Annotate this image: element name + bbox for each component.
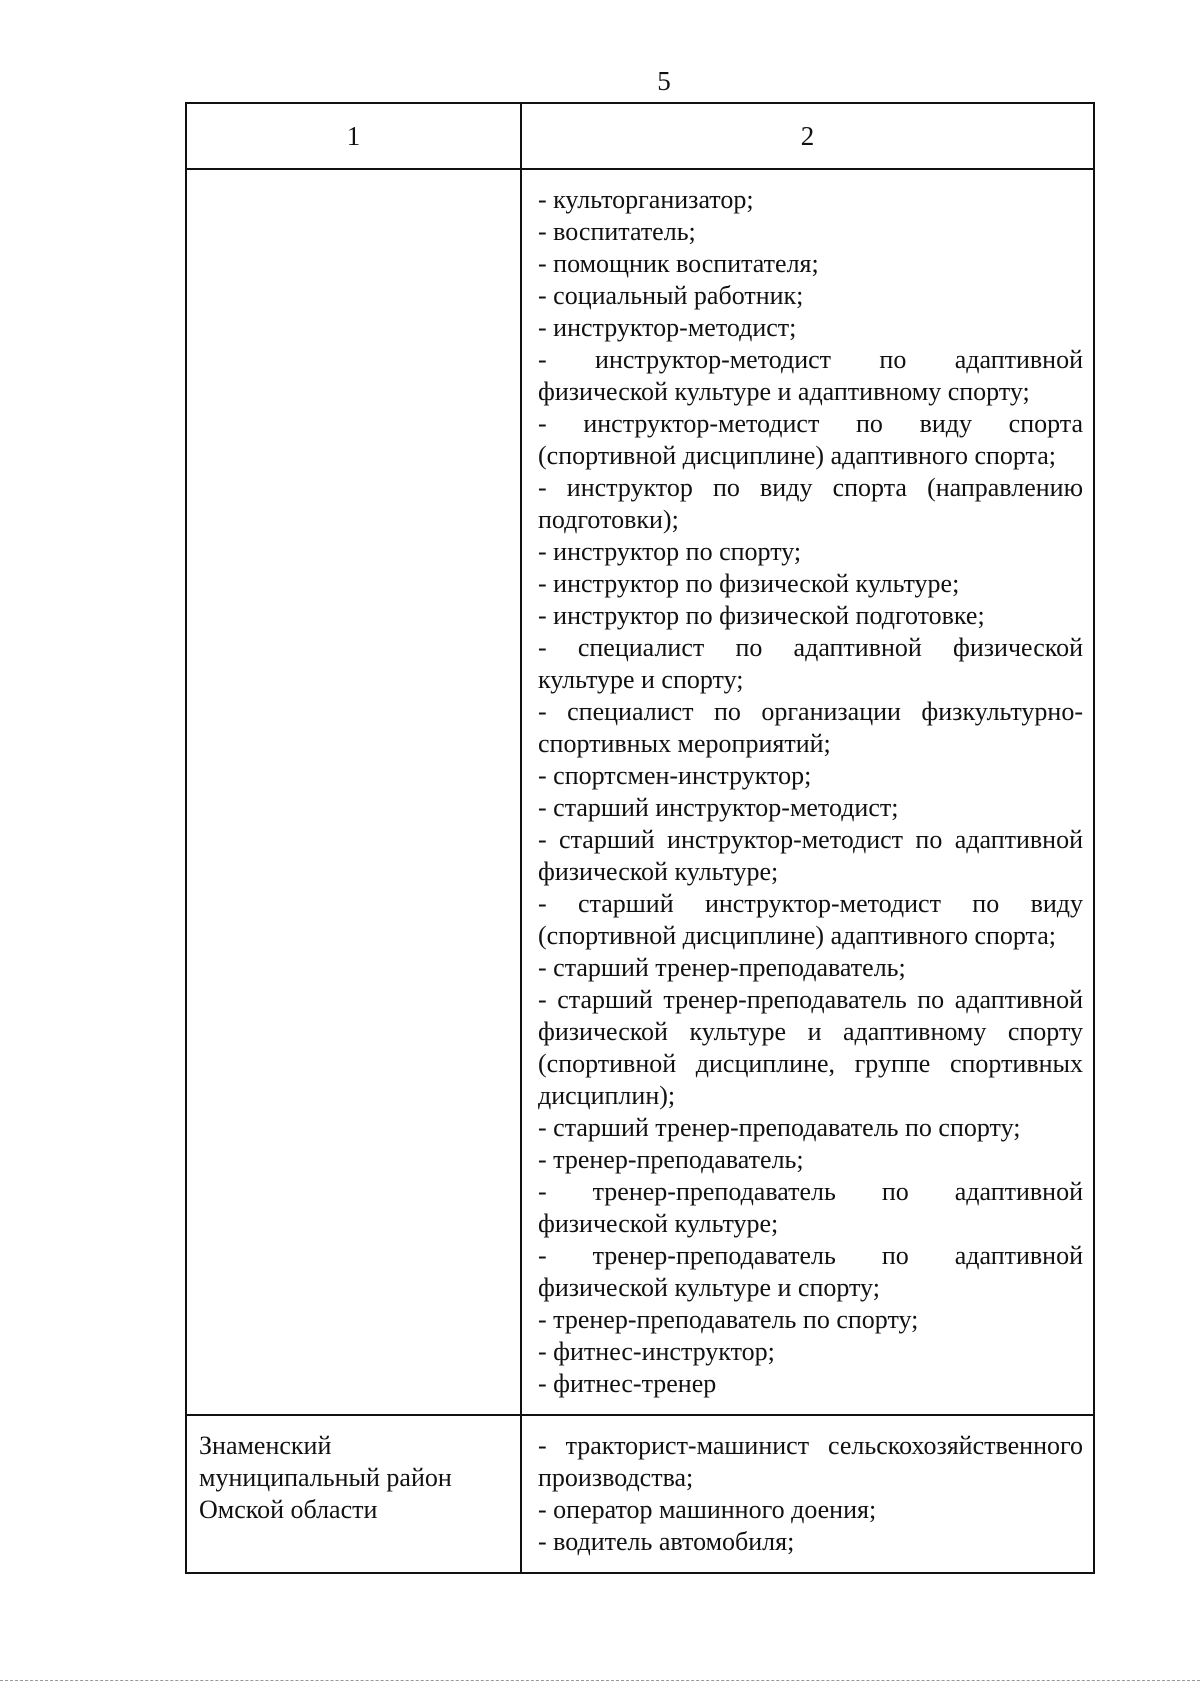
column-1-header: 1: [187, 104, 522, 168]
profession-item: - воспитатель;: [538, 217, 696, 246]
profession-item: - инструктор по физической подготовке;: [538, 601, 985, 630]
region-cell: [187, 1416, 522, 1572]
profession-item: - инструктор-методист по адаптивной физической культуре и адаптивному спорту;: [538, 345, 1083, 406]
profession-item: - инструктор-методист;: [538, 313, 797, 342]
page-number: 5: [657, 66, 671, 96]
profession-item: - тракторист-машинист сельскохозяйственного производства;: [538, 1431, 1083, 1492]
region-name: Знаменский муниципальный район Омской области: [199, 1431, 452, 1524]
profession-item: - тренер-преподаватель по спорту;: [538, 1305, 919, 1334]
profession-item: - спортсмен-инструктор;: [538, 761, 812, 790]
profession-item: - инструктор по физической культуре;: [538, 569, 960, 598]
profession-item: - тренер-преподаватель по адаптивной физической культуре;: [538, 1177, 1083, 1238]
table-row: [187, 170, 1093, 1416]
profession-item: - старший тренер-преподаватель;: [538, 953, 906, 982]
profession-item: - старший тренер-преподаватель по спорту;: [538, 1113, 1021, 1142]
profession-item: - помощник воспитателя;: [538, 249, 819, 278]
column-2-header: 2: [800, 120, 815, 151]
table-header-row: [187, 104, 1093, 170]
profession-item: - специалист по организации физкультурно-спортивных мероприятий;: [538, 697, 1083, 758]
profession-item: - инструктор по спорту;: [538, 537, 802, 566]
profession-item: - инструктор-методист по виду спорта (спортивной дисциплине) адаптивного спорта;: [538, 409, 1083, 470]
profession-item: - старший инструктор-методист по адаптивной физической культуре;: [538, 825, 1083, 886]
profession-item: - тренер-преподаватель по адаптивной физической культуре и спорту;: [538, 1241, 1083, 1302]
profession-item: - старший инструктор-методист по виду (спортивной дисциплине) адаптивного спорта;: [538, 889, 1083, 950]
professions-table: [185, 102, 1095, 1574]
profession-item: - фитнес-инструктор;: [538, 1337, 775, 1366]
profession-item: - тренер-преподаватель;: [538, 1145, 804, 1174]
profession-item: - фитнес-тренер: [538, 1369, 717, 1398]
table-row: [187, 1416, 1093, 1572]
profession-item: - старший инструктор-методист;: [538, 793, 899, 822]
profession-item: - старший тренер-преподаватель по адаптивной физической культуре и адаптивному спорту (спортивной дисциплине, группе спортивных дисциплин);: [538, 985, 1083, 1110]
professions-cell: [522, 170, 1093, 1414]
professions-cell: [522, 1416, 1093, 1572]
profession-item: - оператор машинного доения;: [538, 1495, 877, 1524]
profession-item: - культорганизатор;: [538, 185, 754, 214]
profession-item: - специалист по адаптивной физической культуре и спорту;: [538, 633, 1083, 694]
profession-item: - водитель автомобиля;: [538, 1527, 795, 1556]
scan-edge-divider: [0, 1680, 1200, 1681]
profession-item: - социальный работник;: [538, 281, 804, 310]
region-cell: [187, 170, 522, 1414]
profession-item: - инструктор по виду спорта (направлению подготовки);: [538, 473, 1083, 534]
